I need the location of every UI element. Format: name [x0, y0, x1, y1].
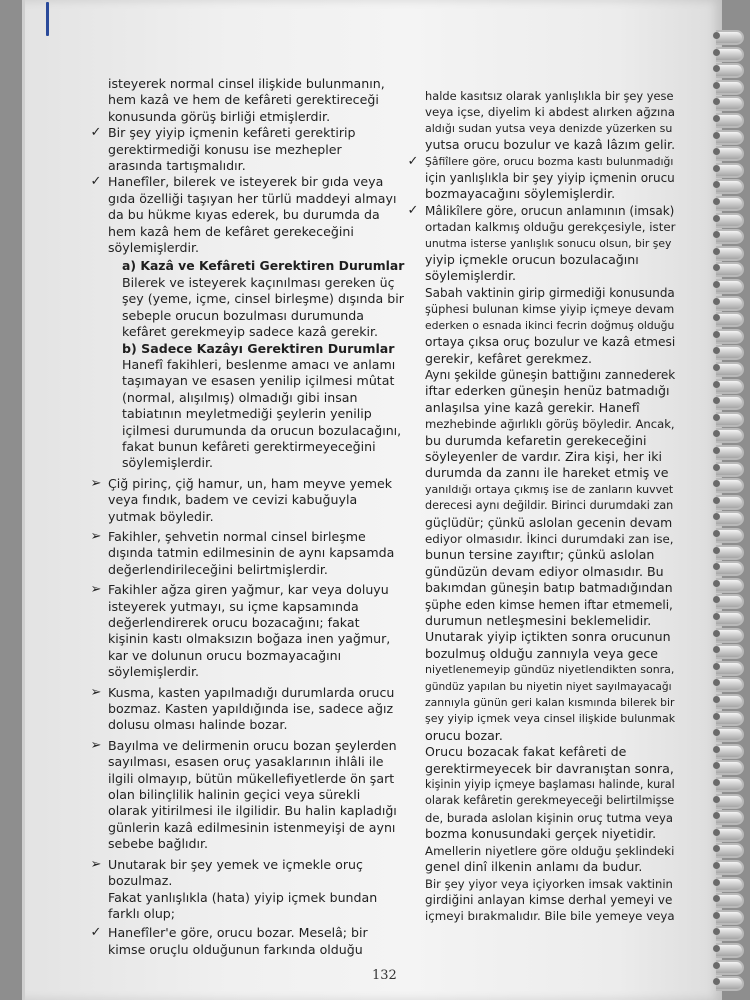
binding-hole — [713, 547, 720, 554]
spiral-coil — [716, 727, 744, 742]
page-number: 132 — [372, 968, 397, 983]
left-column-paragraph — [90, 856, 408, 923]
text-line: şüphesi bulunan kimse yiyip içmeye devam — [425, 302, 675, 317]
left-column-paragraph — [90, 174, 408, 256]
text-line: içilmesi durumunda da orucun bozulacağını, — [122, 422, 402, 438]
text-line: ederken o esnada ikinci fecrin doğmuş olduğu — [425, 318, 675, 332]
text-line: hem kazâ ve hem de kefâreti gerektireceği — [108, 92, 379, 108]
text-line: Sabah vaktinin girip girmediği konusunda — [425, 285, 675, 300]
spiral-coil — [716, 379, 744, 394]
spiral-coil — [716, 362, 744, 377]
checkmark-icon: ✓ — [407, 202, 419, 218]
text-line: veya fındık, badem ve cevizi kabuğuyla — [108, 492, 358, 508]
text-line: isteyerek yutmayı, su içme kapsamında — [108, 598, 359, 614]
text-line: orucu bozar. — [425, 727, 503, 743]
text-line: fakat bunun kefâreti gerektirmeyeceğini — [122, 438, 376, 454]
right-column-paragraph — [407, 202, 676, 285]
binding-hole — [713, 414, 720, 421]
spiral-coil — [716, 827, 744, 842]
text-line: yutmak böyledir. — [108, 508, 214, 524]
text-line: değerlendirileceğini belirtmişlerdir. — [108, 561, 328, 577]
left-column-paragraph — [90, 925, 408, 958]
text-line: Amellerin niyetlere göre olduğu şeklindeki — [425, 843, 675, 858]
text-line: Hanefî fakihleri, beslenme amacı ve anlamı — [122, 356, 396, 372]
text-line: ortaya çıksa oruç bozulur ve kazâ etmesi — [425, 335, 676, 350]
text-line: gerekir, kefâret gerekmez. — [425, 350, 593, 366]
text-line: kişinin yiyip içmeye başlaması halinde, kural — [425, 778, 675, 792]
spiral-coil — [716, 478, 744, 493]
page-edge — [22, 0, 25, 1000]
text-line: bunun tersine zayıftır; çünkü aslolan — [425, 547, 655, 563]
text-line: bozulmaz. — [108, 873, 173, 889]
spiral-coil — [716, 130, 744, 145]
left-column-paragraph — [90, 737, 408, 853]
text-line: tabiatının meyletmediği şeylerin yenilip — [122, 406, 372, 422]
text-line: Fakihler ağza giren yağmur, kar veya doluyu — [108, 582, 389, 598]
text-line: de, burada aslolan kişinin oruç tutma veya — [425, 810, 673, 825]
right-column-paragraph — [425, 88, 675, 154]
binding-hole — [713, 165, 720, 172]
spiral-coil — [716, 229, 744, 244]
text-line: Hanefîler'e göre, orucu bozar. Meselâ; bir — [108, 925, 368, 941]
spiral-coil — [716, 196, 744, 211]
text-line: halde kasıtsız olarak yanlışlıkla bir şey yese — [425, 89, 674, 103]
text-line: Kusma, kasten yapılmadığı durumlarda orucu — [108, 684, 395, 700]
text-line: içmeyi bırakmalıdır. Bile bile yemeye veya — [425, 909, 675, 924]
text-line: söylemişlerdir. — [122, 455, 214, 471]
spiral-coil — [716, 893, 744, 908]
text-line: şey yiyip içmek veya cinsel ilişkide bulunmak — [425, 712, 676, 726]
text-line: gerektirmeyecek bir davranıştan sonra, — [425, 760, 674, 776]
text-line: sebebe bağlıdır. — [108, 836, 209, 852]
text-line: yiyip içmekle orucun bozulacağını — [425, 252, 639, 268]
right-column-paragraph — [425, 629, 675, 744]
spiral-coil — [716, 296, 744, 311]
spiral-coil — [716, 528, 744, 543]
text-line: söylemişlerdir. — [108, 664, 200, 680]
text-line: güçlüdür; çünkü aslolan gecenin devam — [425, 514, 673, 530]
text-line: yutsa orucu bozulur ve kazâ lâzım gelir. — [425, 137, 676, 153]
text-line: isteyerek normal cinsel ilişkide bulunmanın, — [108, 76, 385, 91]
spiral-coil — [716, 810, 744, 825]
arrow-bullet-icon: ➢ — [90, 475, 102, 491]
spiral-coil — [716, 63, 744, 78]
spiral-coil — [716, 677, 744, 692]
text-line: farklı olup; — [108, 905, 176, 921]
binding-hole — [713, 945, 720, 952]
text-line: günlerin kazâ edilmesinin istenmeyişi de aynı — [108, 819, 396, 835]
binding-hole — [713, 829, 720, 836]
right-column-paragraph — [425, 876, 675, 925]
text-line: sayılması, esasen oruç yasaklarının ihlâli ile — [108, 754, 384, 770]
arrow-bullet-icon: ➢ — [90, 582, 102, 598]
text-line: sebeple orucun bozulması durumunda — [122, 307, 364, 323]
text-line: bozulmuş olduğu zannıyla veya gece — [425, 645, 659, 661]
text-line: kar ve dolunun orucu bozmayacağını — [108, 647, 342, 663]
binding-hole — [713, 779, 720, 786]
spiral-coil — [716, 428, 744, 443]
left-text-column — [90, 76, 408, 958]
spiral-coil — [716, 960, 744, 975]
binding-hole — [713, 962, 720, 969]
spiral-coil — [716, 661, 744, 676]
section-heading: b) Sadece Kazâyı Gerektiren Durumlar — [122, 340, 395, 356]
text-line: bakımdan güneşin batıp batmadığından — [425, 580, 673, 596]
checkmark-icon: ✓ — [90, 925, 102, 941]
binding-hole — [713, 331, 720, 338]
text-line: söylemişlerdir. — [108, 240, 200, 256]
spiral-binding — [704, 30, 750, 995]
text-line: taşımayan ve esasen yenilip içilmesi mûtat — [122, 373, 395, 389]
spiral-coil — [716, 312, 744, 327]
spiral-coil — [716, 246, 744, 261]
spiral-coil — [716, 561, 744, 576]
arrow-bullet-icon: ➢ — [90, 856, 102, 872]
text-line: anlaşılsa yine kazâ gerekir. Hanefî — [425, 399, 640, 415]
text-line: Fakat yanlışlıkla (hata) yiyip içmek bundan — [108, 889, 378, 905]
text-line: girdiğini anlayan kimse derhal yemeyi ve — [425, 892, 673, 907]
text-line: veya içse, diyelim ki abdest alırken ağzına — [425, 105, 675, 120]
text-line: söylemişlerdir. — [425, 268, 517, 284]
arrow-bullet-icon: ➢ — [90, 737, 102, 753]
spiral-coil — [716, 877, 744, 892]
spiral-coil — [716, 395, 744, 410]
text-line: Bir şey yiyor veya içiyorken imsak vaktinin — [425, 876, 673, 891]
spiral-coil — [716, 976, 744, 991]
arrow-bullet-icon: ➢ — [90, 528, 102, 544]
left-column-paragraph — [108, 258, 408, 340]
text-line: dışında tatmin edilmesinin de aynı kapsamda — [108, 545, 395, 561]
binding-hole — [713, 364, 720, 371]
spiral-coil — [716, 644, 744, 659]
spiral-coil — [716, 910, 744, 925]
binding-hole — [713, 912, 720, 919]
right-text-column — [407, 88, 676, 925]
binding-hole — [713, 447, 720, 454]
left-column-paragraph — [90, 528, 408, 578]
text-line: ilgili olmayıp, bütün mükellefiyetlerde ön şart — [108, 770, 395, 786]
section-heading: a) Kazâ ve Kefâreti Gerektiren Durumlar — [122, 258, 405, 274]
spiral-coil — [716, 511, 744, 526]
text-line: bozmayacağını söylemişlerdir. — [425, 186, 616, 202]
text-line: zannıyla günün geri kalan kısmında bilerek bir — [425, 696, 675, 710]
binding-hole — [713, 298, 720, 305]
binding-hole — [713, 215, 720, 222]
spiral-coil — [716, 96, 744, 111]
spiral-coil — [716, 80, 744, 95]
text-line: Bayılma ve delirmenin orucu bozan şeylerden — [108, 737, 397, 753]
spiral-coil — [716, 694, 744, 709]
left-column-paragraph — [90, 475, 408, 525]
spiral-coil — [716, 163, 744, 178]
text-line: mezhebinde ağırlıklı görüş böyledir. Ancak, — [425, 417, 675, 432]
text-line: Bir şey yiyip içmenin kefâreti gerektirip — [108, 125, 356, 141]
text-line: Aynı şekilde güneşin battığını zannederek — [425, 367, 676, 382]
spiral-coil — [716, 926, 744, 941]
text-line: durumun netleşmesini beklemelidir. — [425, 613, 652, 628]
binding-hole — [713, 580, 720, 587]
spiral-coil — [716, 179, 744, 194]
text-line: iftar ederken güneşin henüz batmadığı — [425, 383, 670, 399]
text-line: bozma konusundaki gerçek niyetidir. — [425, 826, 657, 842]
binding-hole — [713, 746, 720, 753]
binding-hole — [713, 281, 720, 288]
text-line: konusunda görüş birliği etmişlerdir. — [108, 108, 331, 124]
spiral-coil — [716, 462, 744, 477]
spiral-coil — [716, 711, 744, 726]
spiral-coil — [716, 860, 744, 875]
text-line: gerektirmediği konusu ise mezhepler — [108, 141, 342, 157]
text-line: yanıldığı ortaya çıkmış ise de zanların kuvvet — [425, 482, 674, 496]
text-line: gündüz yapılan bu niyetin niyet sayılmayacağı — [425, 680, 672, 693]
text-line: Çiğ pirinç, çiğ hamur, un, ham meyve yemek — [108, 475, 393, 491]
spiral-coil — [716, 262, 744, 277]
text-line: Unutarak yiyip içtikten sonra orucunun — [425, 629, 671, 645]
text-line: da bu hükme kıyas ederek, bu durumda da — [108, 207, 380, 223]
spiral-coil — [716, 146, 744, 161]
binding-hole — [713, 198, 720, 205]
text-line: dolusu olması halinde bozar. — [108, 717, 288, 733]
binding-hole — [713, 862, 720, 869]
text-line: niyetlenemeyip gündüz niyetlendikten sonra, — [425, 663, 675, 677]
spiral-coil — [716, 412, 744, 427]
spiral-coil — [716, 760, 744, 775]
binding-hole — [713, 613, 720, 620]
text-line: unutma isterse yanlışlık sonucu olsun, bir şey — [425, 236, 672, 250]
text-line: bu durumda kefaretin gerekeceğini — [425, 432, 647, 448]
text-line: ortadan kalkmış olduğu gerekçesiyle, ister — [425, 220, 676, 235]
spiral-coil — [716, 578, 744, 593]
spiral-coil — [716, 30, 744, 45]
left-column-paragraph — [108, 76, 408, 125]
binding-hole — [713, 879, 720, 886]
spiral-coil — [716, 545, 744, 560]
binding-hole — [713, 32, 720, 39]
text-line: kimse oruçlu olduğunun farkında olduğu — [108, 941, 363, 957]
text-line: bozmaz. Kasten yapıldığında ise, sadece ağız — [108, 701, 394, 717]
spiral-coil — [716, 843, 744, 858]
text-line: Hanefîler, bilerek ve isteyerek bir gıda veya — [108, 174, 384, 190]
text-line: durumda da zannı ile hareket etmiş ve — [425, 465, 669, 481]
binding-hole — [713, 381, 720, 388]
spiral-coil — [716, 113, 744, 128]
binding-hole — [713, 497, 720, 504]
text-line: olarak kefâretin gerekmeyeceği belirtilmişse — [425, 794, 675, 808]
spiral-coil — [716, 445, 744, 460]
arrow-bullet-icon: ➢ — [90, 684, 102, 700]
checkmark-icon: ✓ — [90, 125, 102, 141]
text-line: olan bilinçlilik halinin geçici veya sürekli — [108, 787, 361, 803]
left-column-paragraph — [90, 125, 408, 174]
text-line: ediyor olmasıdır. İkinci durumdaki zan ise, — [425, 531, 674, 546]
binding-hole — [713, 663, 720, 670]
spiral-coil — [716, 611, 744, 626]
text-line: hem kazâ hem de kefâret gerekeceğini — [108, 223, 354, 239]
text-line: şüphe eden kimse hemen iftar etmemeli, — [425, 597, 673, 612]
binding-hole — [713, 82, 720, 89]
spiral-coil — [716, 943, 744, 958]
text-line: derecesi aynı değildir. Birinci durumdaki zan — [425, 499, 674, 513]
spiral-coil — [716, 777, 744, 792]
text-line: gıda özelliği taşıyan her türlü maddeyi almayı — [108, 190, 397, 206]
left-column-paragraph — [90, 684, 408, 734]
spiral-coil — [716, 744, 744, 759]
text-line: söyleyenler de vardır. Zira kişi, her iki — [425, 448, 663, 464]
text-line: değerlendirerek orucu bozacağını; fakat — [108, 615, 360, 630]
right-column-paragraph — [425, 843, 675, 876]
spiral-coil — [716, 628, 744, 643]
text-line: gündüzün devam ediyor olmasıdır. Bu — [425, 563, 664, 579]
spiral-coil — [716, 279, 744, 294]
spiral-coil — [716, 794, 744, 809]
checkmark-icon: ✓ — [407, 153, 419, 169]
text-line: Şâfiîlere göre, orucu bozma kastı bulunmadığı — [425, 154, 674, 168]
checkmark-icon: ✓ — [90, 174, 102, 190]
text-line: Unutarak bir şey yemek ve içmekle oruç — [108, 856, 363, 872]
spiral-coil — [716, 329, 744, 344]
text-line: Fakihler, şehvetin normal cinsel birleşme — [108, 528, 366, 544]
spiral-coil — [716, 594, 744, 609]
binding-hole — [713, 713, 720, 720]
text-line: Mâlikîlere göre, orucun anlamının (imsak) — [425, 203, 675, 218]
binding-hole — [713, 630, 720, 637]
binding-hole — [713, 796, 720, 803]
text-line: kefâret gerekmeyip sadece kazâ gerekir. — [122, 324, 379, 340]
right-column-paragraph — [425, 285, 675, 367]
text-line: için yanlışlıkla bir şey yiyip içmenin orucu — [425, 171, 675, 186]
binding-hole — [713, 132, 720, 139]
text-line: arasında tartışmalıdır. — [108, 158, 246, 174]
binding-mark — [46, 2, 49, 36]
text-line: şey (yeme, içme, cinsel birleşme) dışında bir — [122, 291, 404, 307]
spiral-coil — [716, 345, 744, 360]
text-line: kişinin kastı olmaksızın boğaza inen yağmur, — [108, 631, 391, 647]
left-column-paragraph — [90, 582, 408, 680]
right-column-paragraph — [425, 367, 675, 630]
text-line: Bilerek ve isteyerek kaçınılması gereken üç — [122, 274, 395, 290]
binding-hole — [713, 115, 720, 122]
text-line: Orucu bozacak fakat kefâreti de — [425, 744, 627, 760]
text-line: olarak yitirilmesi ile ilgilidir. Bu halin kapladığı — [108, 803, 397, 819]
text-line: aldığı sudan yutsa veya denizde yüzerken su — [425, 121, 673, 135]
binding-hole — [713, 248, 720, 255]
binding-hole — [713, 530, 720, 537]
left-column-paragraph — [108, 341, 408, 472]
binding-hole — [713, 464, 720, 471]
spiral-coil — [716, 47, 744, 62]
binding-hole — [713, 696, 720, 703]
spiral-coil — [716, 495, 744, 510]
text-line: (normal, alışılmış) olmadığı gibi insan — [122, 389, 358, 405]
text-line: genel dinî ilkenin anlamı da budur. — [425, 859, 643, 875]
right-column-paragraph — [425, 744, 675, 842]
binding-hole — [713, 49, 720, 56]
spiral-coil — [716, 213, 744, 228]
right-column-paragraph — [407, 153, 675, 203]
